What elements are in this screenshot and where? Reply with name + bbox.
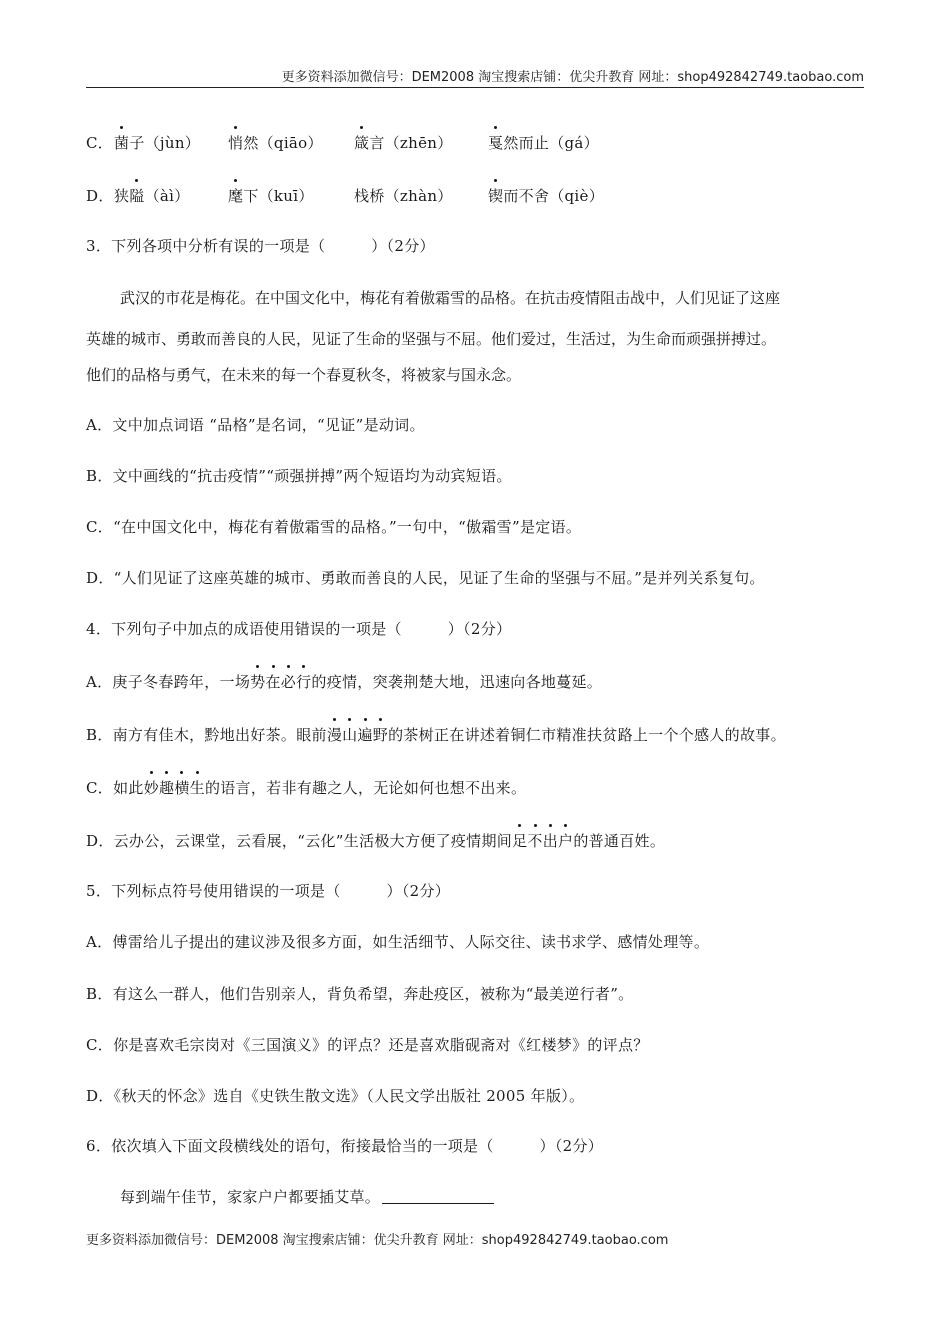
emphasis-char: 漫	[326, 726, 343, 744]
emphasis-dot: 麾	[228, 187, 244, 205]
emphasis-char: 趣	[159, 779, 175, 797]
header-rule	[86, 87, 864, 88]
emphasis-char: 妙	[143, 779, 159, 797]
q5-stem: 5．下列标点符号使用错误的一项是（ ）（2分）	[86, 882, 451, 900]
q4-option-a: A．庚子冬春跨年，一场势在必行的疫情，突袭荆楚大地，迅速向各地蔓延。	[86, 673, 603, 691]
q2-option-c	[86, 132, 866, 152]
q2-d-item-2: 麾下（kuī）	[228, 187, 314, 205]
q2-d-item-1: 狭隘（àì）	[114, 187, 190, 205]
passage-line: 他们的品格与勇气，在未来的每一个春夏秋冬，将被家与国永念。	[86, 366, 522, 384]
emphasis-char: 势	[250, 673, 266, 691]
emphasized-idiom	[512, 832, 573, 850]
emphasis-char: 横	[174, 779, 190, 797]
q5-option-a: A．傅雷给儿子提出的建议涉及很多方面，如生活细节、人际交往、读书求学、感情处理等。	[86, 933, 710, 951]
q2-c-item-3: 箴言（zhēn）	[354, 134, 453, 152]
emphasis-char: 在	[265, 673, 281, 691]
emphasis-char: 足	[512, 832, 528, 850]
emphasis-char: 不	[527, 832, 543, 850]
q2-d-item-4: 锲而不舍（qiè）	[488, 187, 604, 205]
emphasis-dot: 悄	[228, 134, 244, 152]
emphasis-char: 必	[280, 673, 297, 691]
q3-option-c: C．“在中国文化中，梅花有着傲霜雪的品格。”一句中，“傲霜雪”是定语。	[86, 518, 582, 536]
q5-option-b: B．有这么一群人，他们告别亲人，背负希望，奔赴疫区，被称为“最美逆行者”。	[86, 985, 634, 1003]
emphasis-dot: 戛	[488, 134, 504, 152]
q4-stem: 4．下列句子中加点的成语使用错误的一项是（ ）（2分）	[86, 620, 512, 638]
q3-passage	[86, 287, 866, 387]
q2-d-item-3: 栈桥（zhàn）	[354, 187, 453, 205]
emphasis-dot: 隘	[129, 187, 145, 205]
q4-option-d: D．云办公，云课堂，云看展，“云化”生活极大方便了疫情期间足不出户的普通百姓。	[86, 832, 666, 850]
emphasized-idiom	[250, 673, 311, 691]
q6-stem: 6．依次填入下面文段横线处的语句，衔接最恰当的一项是（ ）（2分）	[86, 1137, 604, 1155]
emphasis-dot: 箴	[354, 134, 370, 152]
emphasis-char: 户	[558, 832, 574, 850]
option-label: D．	[86, 187, 114, 205]
page-footer: 更多资料添加微信号：DEM2008 淘宝搜索店铺：优尖升教育 网址：shop492842749.taobao.com	[86, 1233, 669, 1248]
q3-stem: 3．下列各项中分析有误的一项是（ ）（2分）	[86, 237, 435, 255]
emphasis-dot: 锲	[488, 187, 504, 205]
q6-passage: 每到端午佳节，家家户户都要插艾草。	[120, 1186, 494, 1207]
q2-c-item-4: 戛然而止（gá）	[488, 134, 599, 152]
option-label: C．	[86, 134, 114, 152]
emphasis-char: 野	[372, 726, 389, 744]
q5-option-c: C．你是喜欢毛宗岗对《三国演义》的评点？还是喜欢脂砚斋对《红楼梦》的评点？	[86, 1036, 649, 1054]
q3-option-d: D．“人们见证了这座英雄的城市、勇敢而善良的人民，见证了生命的坚强与不屈。”是并列关系复句。	[86, 569, 765, 587]
emphasized-idiom	[327, 726, 388, 744]
emphasis-char: 行	[296, 673, 312, 691]
fill-in-blank	[382, 1189, 494, 1204]
q2-option-d	[86, 185, 866, 205]
emphasis-dot: 菌	[114, 134, 130, 152]
emphasis-char: 遍	[357, 726, 373, 744]
page-header: 更多资料添加微信号：DEM2008 淘宝搜索店铺：优尖升教育 网址：shop492842749.taobao.com	[281, 70, 864, 85]
q2-c-item-2: 悄然（qiāo）	[228, 134, 323, 152]
emphasis-char: 山	[342, 726, 358, 744]
emphasized-idiom	[144, 779, 205, 797]
passage-line: 武汉的市花是梅花。在中国文化中，梅花有着傲霜雪的品格。在抗击疫情阻击战中，人们见证了这座	[120, 289, 781, 307]
q3-option-b: B．文中画线的“抗击疫情”“顽强拼搏”两个短语均为动宾短语。	[86, 467, 512, 485]
q4-option-c: C．如此妙趣横生的语言，若非有趣之人，无论如何也想不出来。	[86, 779, 527, 797]
emphasis-char: 出	[542, 832, 559, 850]
q2-c-item-1: 菌子（jùn）	[114, 134, 201, 152]
q3-option-a: A．文中加点词语 “品格”是名词，“见证”是动词。	[86, 416, 425, 434]
passage-line: 英雄的城市、勇敢而善良的人民，见证了生命的坚强与不屈。他们爱过，生活过，为生命而顽强拼搏过。	[86, 330, 777, 348]
q4-option-b: B．南方有佳木，黔地出好茶。眼前漫山遍野的茶树正在讲述着铜仁市精准扶贫路上一个个感人的故事。	[86, 726, 786, 744]
emphasis-char: 生	[189, 779, 205, 797]
q5-option-d: D．《秋天的怀念》选自《史铁生散文选》（人民文学出版社 2005 年版）。	[86, 1087, 585, 1105]
